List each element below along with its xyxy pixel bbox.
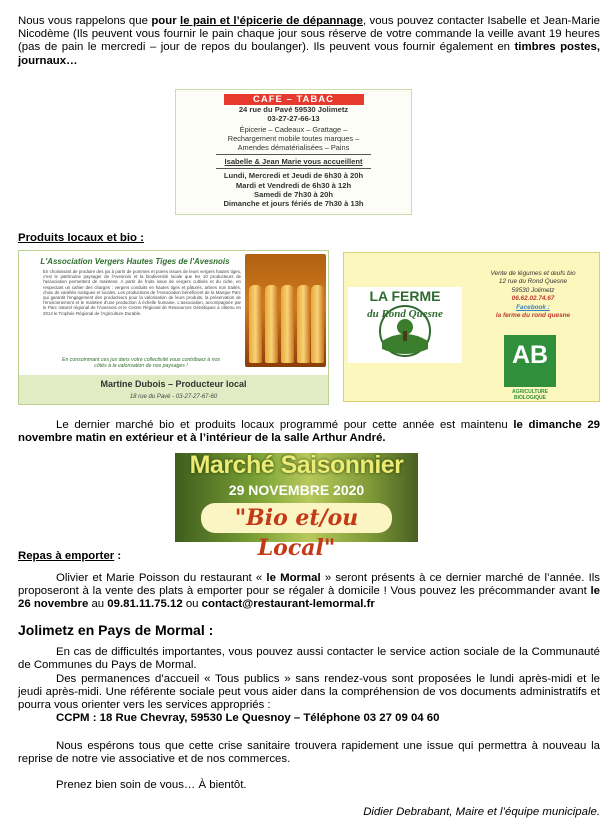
ferme-logo-icon: [348, 287, 462, 363]
restaurant-email: contact@restaurant-lemormal.fr: [201, 598, 375, 611]
closing-greeting: Prenez bien soin de vous… À bientôt.: [56, 779, 247, 791]
intro-timbres: timbres postes, journaux…: [18, 41, 600, 67]
bottle-icon: [297, 285, 310, 363]
repas-text-4: ou: [182, 598, 202, 611]
ferme-card: [343, 252, 600, 402]
vergers-producer-name: Martine Dubois – Producteur local: [100, 379, 247, 389]
restaurant-name: le Mormal: [266, 572, 321, 584]
mormal-heading: Jolimetz en Pays de Mormal :: [18, 622, 214, 638]
cafe-tabac-phone: 03-27-27-66-13: [267, 114, 320, 124]
cafe-tabac-title: CAFE – TABAC: [224, 94, 364, 105]
bottle-icon: [281, 285, 294, 363]
intro-text-2: , vous pouvez contacter Isabelle et Jean-Marie Nicodème (Ils peuvent vous fournir le pain chaque jour sous réserve de votre commande la veille avant 19 heures (pas de pain le mercredi – jour de repos du boulanger). Ils peuvent vous fournir également en: [18, 15, 600, 54]
agriculture-bio-logo: AB: [504, 335, 556, 387]
intro-pour: pour: [151, 15, 181, 27]
cafe-tabac-card: [175, 89, 412, 215]
bottle-icon: [265, 285, 278, 363]
juice-bottles-image: [245, 254, 326, 367]
repas-paragraph: [18, 572, 600, 612]
cafe-tabac-welcome: Isabelle & Jean Marie vous accueillent: [224, 157, 363, 167]
ferme-facebook-name: la ferme du rond quesne: [495, 312, 571, 320]
mormal-paragraph-1: En cas de difficultés importantes, vous pouvez aussi contacter le service action sociale de la Communauté de Communes du Pays de Mormal.: [18, 646, 600, 672]
intro-paragraph: [18, 15, 600, 68]
repas-heading-text: Repas à emporter: [18, 550, 115, 562]
vergers-body: En choisissant de produire des jus à partir de pommes et poires issues de leurs vergers hautes tiges, c'est le patrimoine paysager de l'Avesnois et la biodiversité locale que les 10 producteurs de l'association permettent de maintenir. A partir de fruits issus de vergers cultivés et du cidre, en respectant un cahier des charges : vergers conduits en hautes tiges et pâturés, arbres non traités, choix de variétés rustiques et locales. Les productions de l'Association bénéficient de la Marque Parc qui garantit l'engagement des producteurs pour la valorisation de leurs produits, la préservation de l'environnement et le maintien d'une production à échelle humaine. L'association, accompagnée par le Parc naturel régional de l'Avesnois et le Centre Régional de Ressources Génétiques a obtenu en 2014 le Trophée Régional de l'Agriculture Durable.: [43, 269, 241, 316]
intro-text-1: Nous vous rappelons que: [18, 15, 152, 27]
marche-saisonnier-banner: [175, 451, 418, 561]
ab-caption-1: AGRICULTURE: [511, 389, 548, 395]
agriculture-bio-caption: [499, 389, 561, 401]
bottle-icon: [311, 285, 324, 363]
ferme-info-1: Vente de légumes et œufs bio: [490, 270, 576, 277]
cafe-tabac-address: 24 rue du Pavé 59530 Jolimetz: [238, 105, 349, 114]
intro-pain-epicerie: le pain et l’épicerie de dépannage: [180, 15, 363, 27]
cafe-tabac-hours-4: Dimanche et jours fériés de 7h30 à 13h: [223, 199, 364, 208]
repas-deadline: le 26 novembre: [18, 585, 600, 611]
repas-text-2: » seront présents à ce dernier marché de l’année. Ils proposeront à la vente des plats à emporter pour se régaler à domicile ! Vous pouvez les précommander avant: [18, 572, 600, 598]
marche-text-1: Le dernier marché bio et produits locaux programmé pour cette année est maintenu: [56, 419, 514, 431]
cafe-tabac-hours-3: Samedi de 7h30 à 20h: [254, 189, 333, 199]
repas-heading: [18, 550, 121, 563]
repas-heading-colon: :: [114, 550, 122, 562]
mormal-paragraph-2: Des permanences d’accueil « Tous publics » sans rendez-vous sont proposées le lundi après-midi et le jeudi après-midi. Une référente sociale peut vous aider dans la compréhension de vos documents administratifs et pourra vous orienter vers les services appropriés :: [18, 673, 600, 712]
ferme-logo-title: LA FERME: [369, 288, 441, 304]
vergers-producer-address: 18 rue du Pavé - 03-27-27-67-60: [129, 394, 218, 401]
signature: Didier Debrabant, Maire et l’équipe municipale.: [363, 806, 600, 818]
marche-banner-title: Marché Saisonnier: [189, 451, 404, 479]
ccpm-contact: CCPM : 18 Rue Chevray, 59530 Le Quesnoy – Téléphone 03 27 09 04 60: [56, 712, 440, 724]
marche-paragraph: [18, 419, 600, 445]
vergers-producer-strip: [19, 375, 328, 404]
produits-heading: Produits locaux et bio :: [18, 232, 144, 244]
bottle-icon: [249, 285, 262, 363]
cafe-tabac-divider-2: [216, 168, 371, 169]
ferme-phone: 06.62.02.74.67: [511, 295, 555, 303]
cafe-tabac-hours-2: Mardi et Vendredi de 6h30 à 12h: [235, 180, 352, 190]
cafe-tabac-hours-1: Lundi, Mercredi et Jeudi de 6h30 à 20h: [223, 171, 364, 181]
vergers-footer: En consommant ces jus dans votre collectivité vous contribuez à nos côtés à la valorisation de nos paysages !: [61, 357, 220, 370]
restaurant-phone: 09.81.11.75.12: [107, 598, 183, 611]
repas-text-1: Olivier et Marie Poisson du restaurant «: [56, 572, 267, 584]
cafe-tabac-services: Épicerie – Cadeaux – Grattage –: [239, 125, 348, 135]
marche-banner-slogan: "Bio et/ou Local": [201, 503, 392, 533]
ab-caption-2: BIOLOGIQUE: [514, 395, 546, 401]
vergers-card: [18, 250, 329, 405]
vergers-title: L'Association Vergers Hautes Tiges de l'Avesnois: [40, 257, 230, 266]
ferme-facebook-label: Facebook :: [516, 303, 550, 311]
marche-banner-date: 29 NOVEMBRE 2020: [228, 482, 365, 498]
cafe-tabac-divider: [216, 154, 371, 155]
cafe-tabac-services-3: Amendes dématérialisées – Pains: [237, 142, 350, 152]
ferme-info-2: 12 rue du Rond Quesne: [498, 278, 568, 286]
cafe-tabac-services-2: Rechargement mobile toutes marques –: [227, 134, 360, 143]
marche-date-text: le dimanche 29 novembre matin en extérieur et à l’intérieur de la salle Arthur André.: [18, 419, 601, 445]
ferme-info: [468, 270, 598, 320]
closing-paragraph: Nous espérons tous que cette crise sanitaire trouvera rapidement une issue qui permettra à nouveau la reprise de notre vie associative et de nos commerces.: [18, 740, 600, 766]
ferme-info-3: 59530 Jolimetz: [511, 286, 555, 294]
repas-text-3: au: [88, 598, 108, 611]
ferme-logo-subtitle: du Rond Quesne: [367, 308, 443, 320]
